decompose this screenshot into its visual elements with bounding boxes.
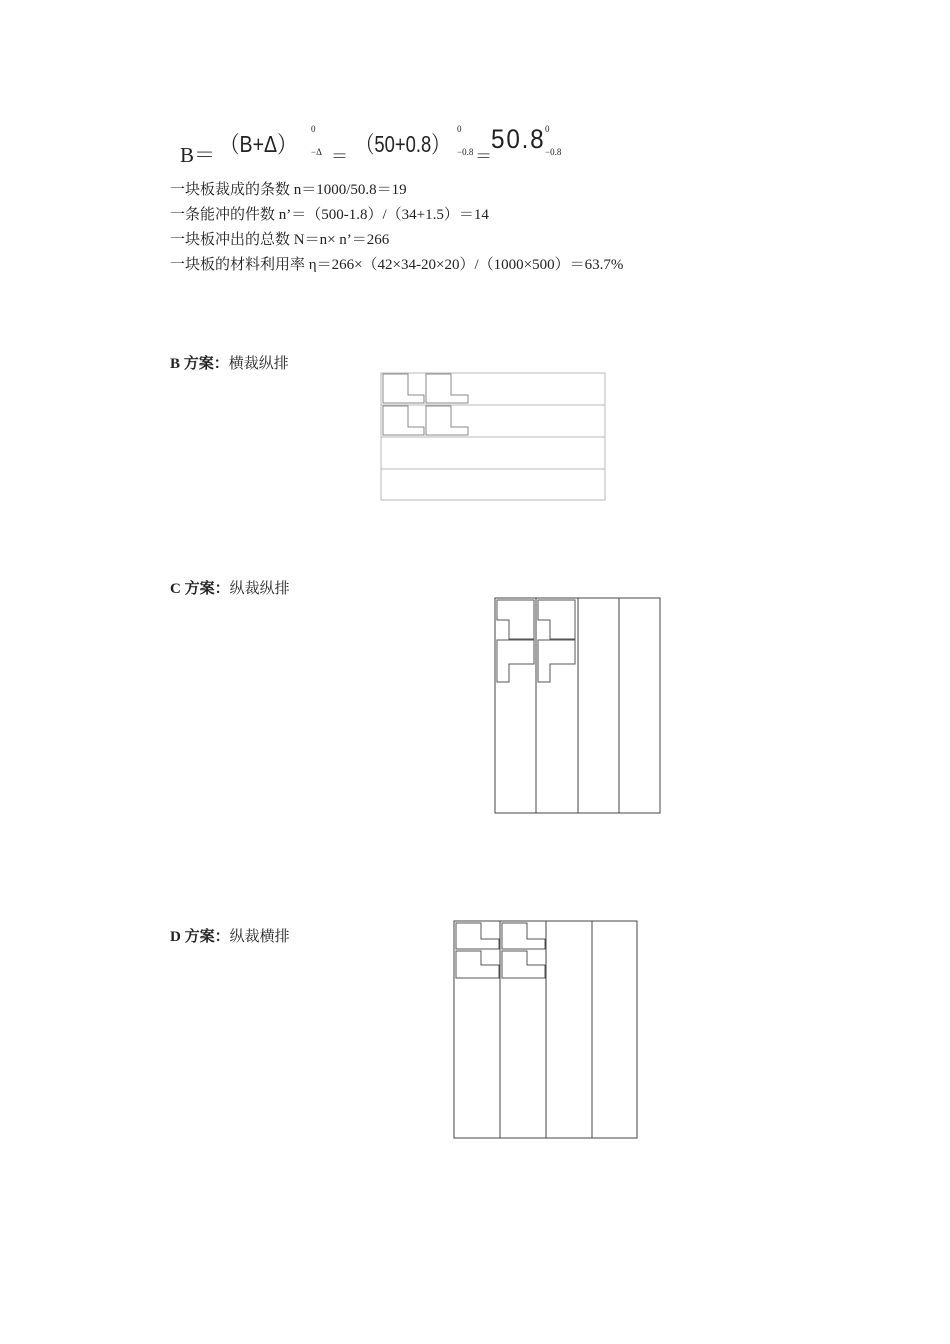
part-outline [497,600,534,639]
part-outline [426,406,468,435]
part-outline [456,951,499,978]
formula-expr2-sub: −0.8 [457,147,474,157]
formula-expr1: （B+Δ） [220,131,297,157]
scheme-b-diagram [380,372,606,502]
calc-line-strips: 一块板裁成的条数 n＝1000/50.8＝19 [170,182,407,198]
scheme-c-heading [170,577,290,598]
formula-result-sub: −0.8 [545,147,562,157]
scheme-d-diagram [453,920,639,1140]
formula-eq2: ＝ [331,147,348,166]
scheme-b-heading [170,352,289,373]
part-outline [456,923,499,949]
scheme-c-desc: 纵裁纵排 [229,581,290,597]
scheme-b-label: B 方案： [170,356,229,372]
formula-lhs: B＝ [180,143,216,167]
scheme-d-desc: 纵裁横排 [229,929,290,945]
part-outline [538,640,575,682]
scheme-d-label: D 方案： [170,929,230,945]
formula-expr2-sup: 0 [457,124,462,134]
calc-line-parts-per-strip: 一条能冲的件数 n’＝（500-1.8）/（34+1.5）＝14 [170,207,489,223]
calc-line-utilization: 一块板的材料利用率 η＝266×（42×34-20×20）/（1000×500）＝63.7% [170,257,624,273]
calc-line-total: 一块板冲出的总数 N＝n× n’＝266 [170,232,390,248]
part-outline [497,640,534,682]
formula-result-sup: 0 [545,124,550,134]
scheme-b-desc: 横裁纵排 [228,356,289,372]
formula-result: 50.8 [491,124,546,154]
part-outline [383,374,424,403]
part-outline [502,923,545,949]
formula-expr1-sup: 0 [311,124,316,134]
part-outline [538,600,575,639]
scheme-c-diagram [494,597,662,815]
part-outline [502,951,545,978]
formula-expr1-sub: −Δ [311,147,322,157]
formula-eq3: ＝ [475,147,492,166]
part-outline [426,374,468,403]
scheme-c-label: C 方案： [170,581,230,597]
formula-expr2: （50+0.8） [356,131,450,157]
part-outline [383,406,424,435]
scheme-d-heading [170,925,290,946]
